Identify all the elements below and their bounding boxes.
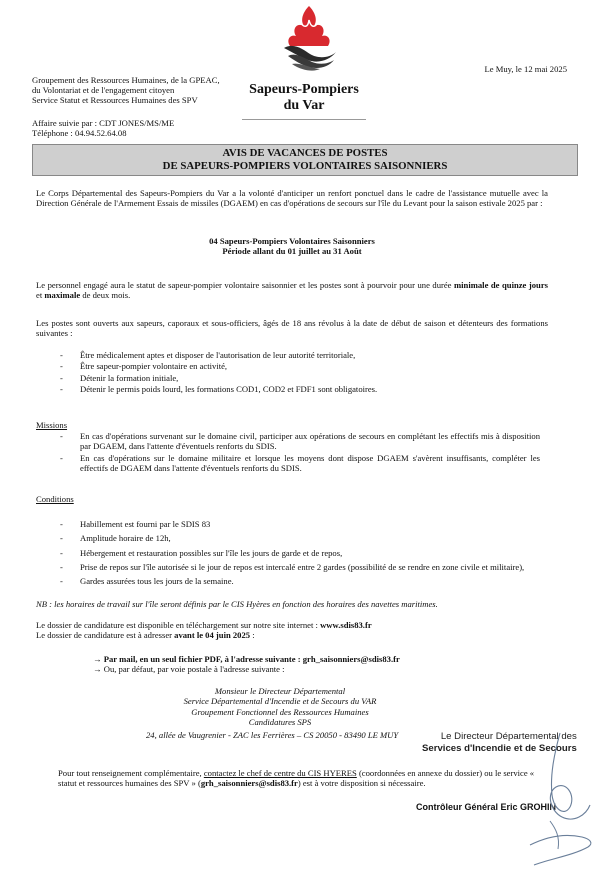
list-item: - Hébergement et restauration possibles sur l'île les jours de garde et de repos, bbox=[60, 547, 343, 558]
positions-period: Période allant du 01 juillet au 31 Août bbox=[222, 246, 362, 257]
schedule-note: NB : les horaires de travail sur l'île seront définis par le CIS Hyères en fonction des horaires des navettes maritimes. bbox=[36, 599, 438, 609]
address-line: Candidatures SPS bbox=[248, 716, 312, 727]
signatory-title-line-2: Services d'Incendie et de Secours bbox=[422, 743, 577, 755]
website-link[interactable]: www.sdis83.fr bbox=[320, 620, 372, 630]
requirements-list bbox=[36, 350, 548, 395]
reference-block bbox=[32, 118, 174, 139]
cis-hyeres-contact-link[interactable]: contactez le chef de centre du CIS HYERES bbox=[203, 768, 357, 778]
letter-date: Le Muy, le 12 mai 2025 bbox=[484, 64, 567, 74]
address-line: Groupement Fonctionnel des Ressources Humaines bbox=[191, 706, 369, 717]
positions-count: 04 Sapeurs-Pompiers Volontaires Saisonniers bbox=[209, 236, 375, 246]
deadline-text: Le dossier de candidature est à adresser bbox=[36, 630, 175, 641]
address-line: 24, allée de Vaugrenier - ZAC les Ferrières – CS 20050 - 83490 LE MUY bbox=[146, 730, 399, 740]
condition-text: Amplitude horaire de 12h, bbox=[80, 533, 171, 544]
mission-text: En cas d'opérations sur le domaine militaire et lorsque les moyens dont dispose DGAEM s'avèrent insuffisants, compléter les effectifs de DGAEM dans l'attente d'éventuels renforts du SDIS. bbox=[80, 452, 540, 473]
contact-text: ) est à votre disposition si nécessaire. bbox=[297, 778, 426, 789]
status-text: de deux mois. bbox=[80, 290, 131, 301]
address-line: Monsieur le Directeur Départemental bbox=[214, 686, 346, 696]
missions-heading: Missions bbox=[36, 420, 68, 430]
org-line: du Volontariat et de l'engagement citoyen bbox=[32, 84, 175, 95]
intro-paragraph: Le Corps Départemental des Sapeurs-Pompiers du Var a la volonté d'anticiper un renfort ponctuel dans le cadre de l'assistance mutuelle avec la Direction Générale de l'Armement Essais de missiles (DGAEM) en cas d'opérations de secours sur l'île du Levant pour la saison estivale 2025 par : bbox=[36, 188, 548, 209]
deadline-suffix: : bbox=[250, 630, 255, 641]
list-item: - En cas d'opérations survenant sur le domaine civil, participer aux opérations de secours en complétant les effectifs mis à disposition par DGAEM, dans l'attente d'éventuels renforts du SDIS. bbox=[60, 431, 540, 452]
list-item: - En cas d'opérations sur le domaine militaire et lorsque les moyens dont dispose DGAEM s'avèrent insuffisants, compléter les effectifs de DGAEM dans l'attente d'éventuels renforts du SDIS. bbox=[60, 452, 540, 473]
status-max-label: maximale bbox=[44, 290, 81, 301]
brand-line-1: Sapeurs-Pompiers bbox=[249, 82, 359, 97]
status-text: Le personnel engagé aura le statut de sapeur-pompier volontaire saisonnier et les postes sont à pourvoir pour une durée bbox=[36, 280, 455, 290]
status-text: et bbox=[36, 290, 45, 301]
list-item: - Prise de repos sur l'île autorisée si le jour de repos est intercalé entre 2 gardes (possibilité de se rendre en zone civile et militaire), bbox=[60, 561, 525, 572]
deadline-date: avant le 04 juin 2025 bbox=[174, 630, 251, 641]
sdis-var-logo bbox=[270, 2, 348, 74]
requirement-text: Détenir le permis poids lourd, les formations COD1, COD2 et FDF1 sont obligatoires. bbox=[80, 383, 378, 394]
case-handler: Affaire suivie par : CDT JONES/MS/ME bbox=[32, 118, 175, 128]
download-text: Le dossier de candidature est disponible en téléchargement sur notre site internet : bbox=[36, 620, 321, 630]
condition-text: Hébergement et restauration possibles sur l'île les jours de garde et de repos, bbox=[80, 547, 343, 558]
condition-text: Prise de repos sur l'île autorisée si le jour de repos est intercalé entre 2 gardes (possibilité de se rendre en zone civile et militaire), bbox=[80, 561, 525, 572]
requirement-text: Être médicalement aptes et disposer de l'autorisation de leur autorité territoriale, bbox=[80, 350, 356, 360]
requirement-text: Détenir la formation initiale, bbox=[80, 372, 179, 383]
list-item: - Gardes assurées tous les jours de la semaine. bbox=[60, 576, 234, 587]
condition-text: Gardes assurées tous les jours de la semaine. bbox=[80, 576, 234, 587]
missions-list bbox=[36, 431, 540, 474]
notice-title-banner bbox=[32, 144, 578, 176]
list-item: - Être sapeur-pompier volontaire en activité, bbox=[60, 361, 228, 372]
signatory-name: Contrôleur Général Eric GROHIN bbox=[416, 802, 557, 812]
address-line: Service Départemental d'Incendie et de Secours du VAR bbox=[183, 696, 377, 707]
handwritten-signature bbox=[490, 725, 605, 870]
list-item: - Amplitude horaire de 12h, bbox=[60, 533, 171, 544]
contact-email[interactable]: grh_saisonniers@sdis83.fr bbox=[200, 778, 298, 789]
list-item: - Détenir le permis poids lourd, les formations COD1, COD2 et FDF1 sont obligatoires. bbox=[60, 383, 378, 394]
list-item: - Détenir la formation initiale, bbox=[60, 372, 179, 383]
notice-title-line-1: AVIS DE VACANCES DE POSTES bbox=[222, 147, 388, 159]
brand-line-2: du Var bbox=[283, 98, 325, 114]
conditions-list bbox=[36, 519, 548, 591]
email-submission[interactable]: → Par mail, en un seul fichier PDF, à l'adresse suivante : grh_saisonniers@sdis83.fr bbox=[93, 654, 400, 664]
application-info bbox=[36, 620, 372, 641]
positions-headline bbox=[36, 236, 548, 257]
eligibility-paragraph: Les postes sont ouverts aux sapeurs, caporaux et sous-officiers, âgés de 18 ans révolus à la date de début de saison et détenteurs des formations suivantes : bbox=[36, 318, 548, 339]
org-line: Service Statut et Ressources Humaines des SPV bbox=[32, 94, 198, 105]
org-line: Groupement des Ressources Humaines, de la GPEAC, bbox=[32, 75, 220, 85]
deadline-line bbox=[36, 630, 372, 640]
status-paragraph bbox=[36, 280, 548, 301]
contact-paragraph bbox=[58, 768, 548, 789]
brand-underline bbox=[242, 119, 366, 120]
notice-title-line-2: DE SAPEURS-POMPIERS VOLONTAIRES SAISONNIERS bbox=[162, 159, 448, 172]
signatory-title-line-1: Le Directeur Départemental des bbox=[440, 731, 577, 742]
contact-text: (coordonnées en annexe du dossier) ou le service « statut et ressources humaines des SPV » ( bbox=[58, 768, 535, 789]
download-line bbox=[36, 620, 372, 630]
submission-methods bbox=[93, 654, 400, 675]
status-min-duration: minimale de quinze jours bbox=[454, 280, 548, 290]
conditions-heading: Conditions bbox=[36, 494, 74, 504]
issuing-department bbox=[32, 76, 247, 106]
mission-text: En cas d'opérations survenant sur le domaine civil, participer aux opérations de secours en complétant les effectifs mis à disposition par DGAEM, dans l'attente d'éventuels renforts du SDIS. bbox=[80, 431, 540, 452]
requirement-text: Être sapeur-pompier volontaire en activité, bbox=[80, 361, 228, 372]
postal-submission: → Ou, par défaut, par voie postale à l'adresse suivante : bbox=[93, 664, 285, 675]
telephone: Téléphone : 04.94.52.64.08 bbox=[32, 128, 127, 139]
list-item: - Habillement est fourni par le SDIS 83 bbox=[60, 519, 211, 529]
list-item: - Être médicalement aptes et disposer de l'autorisation de leur autorité territoriale, bbox=[60, 350, 356, 360]
contact-text: Pour tout renseignement complémentaire, bbox=[58, 768, 204, 778]
postal-address bbox=[120, 686, 440, 740]
condition-text: Habillement est fourni par le SDIS 83 bbox=[80, 519, 211, 529]
brand-name bbox=[238, 82, 370, 114]
